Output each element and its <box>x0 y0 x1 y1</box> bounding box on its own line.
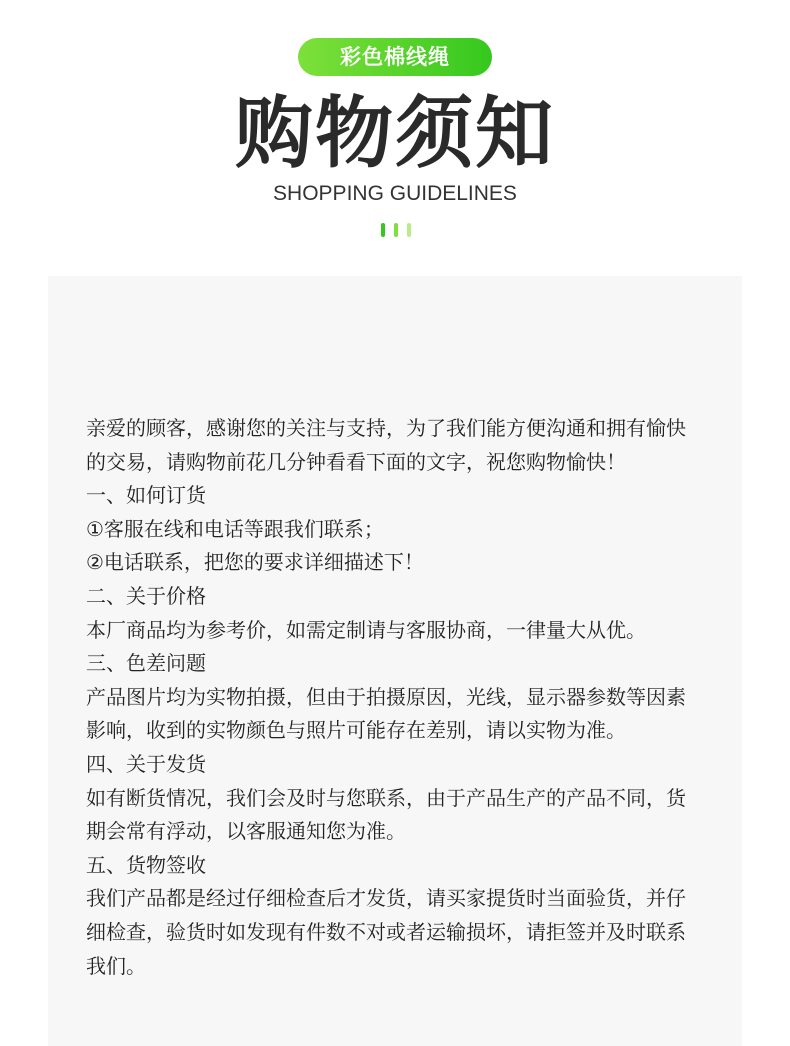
dot-icon <box>407 223 411 237</box>
text-line: 本厂商品均为参考价，如需定制请与客服协商，一律量大从优。 <box>86 617 646 642</box>
text-line: ①客服在线和电话等跟我们联系； <box>86 516 384 541</box>
text-line: 的交易，请购物前花几分钟看看下面的文字，祝您购物愉快！ <box>86 449 626 474</box>
section-heading: 一、如何订货 <box>86 483 206 508</box>
text-line: 如有断货情况，我们会及时与您联系，由于产品生产的产品不同，货 <box>86 785 686 810</box>
text-line: 细检查，验货时如发现有件数不对或者运输损坏，请拒签并及时联系 <box>86 919 686 944</box>
section-heading: 四、关于发货 <box>86 751 206 776</box>
category-badge: 彩色棉线绳 <box>298 38 492 76</box>
page-title: 购物须知 <box>234 89 555 179</box>
section-heading: 三、色差问题 <box>86 651 206 676</box>
dot-icon <box>381 223 385 237</box>
text-line: 我们产品都是经过仔细检查后才发货，请买家提货时当面验货，并仔 <box>86 886 686 911</box>
page-subtitle: SHOPPING GUIDELINES <box>273 182 517 205</box>
text-line: 产品图片均为实物拍摄，但由于拍摄原因，光线，显示器参数等因素 <box>86 684 686 709</box>
text-line: 影响，收到的实物颜色与照片可能存在差别，请以实物为准。 <box>86 718 626 743</box>
text-line: 我们。 <box>86 953 146 978</box>
text-line: 亲爱的顾客，感谢您的关注与支持，为了我们能方便沟通和拥有愉快 <box>86 416 686 440</box>
text-line: ②电话联系，把您的要求详细描述下！ <box>86 550 424 575</box>
dot-icon <box>394 223 398 237</box>
guidelines-text <box>86 412 706 983</box>
decorative-dots <box>381 223 415 237</box>
section-heading: 五、货物签收 <box>86 852 206 877</box>
text-line: 期会常有浮动，以客服通知您为准。 <box>86 819 406 844</box>
section-heading: 二、关于价格 <box>86 583 206 608</box>
